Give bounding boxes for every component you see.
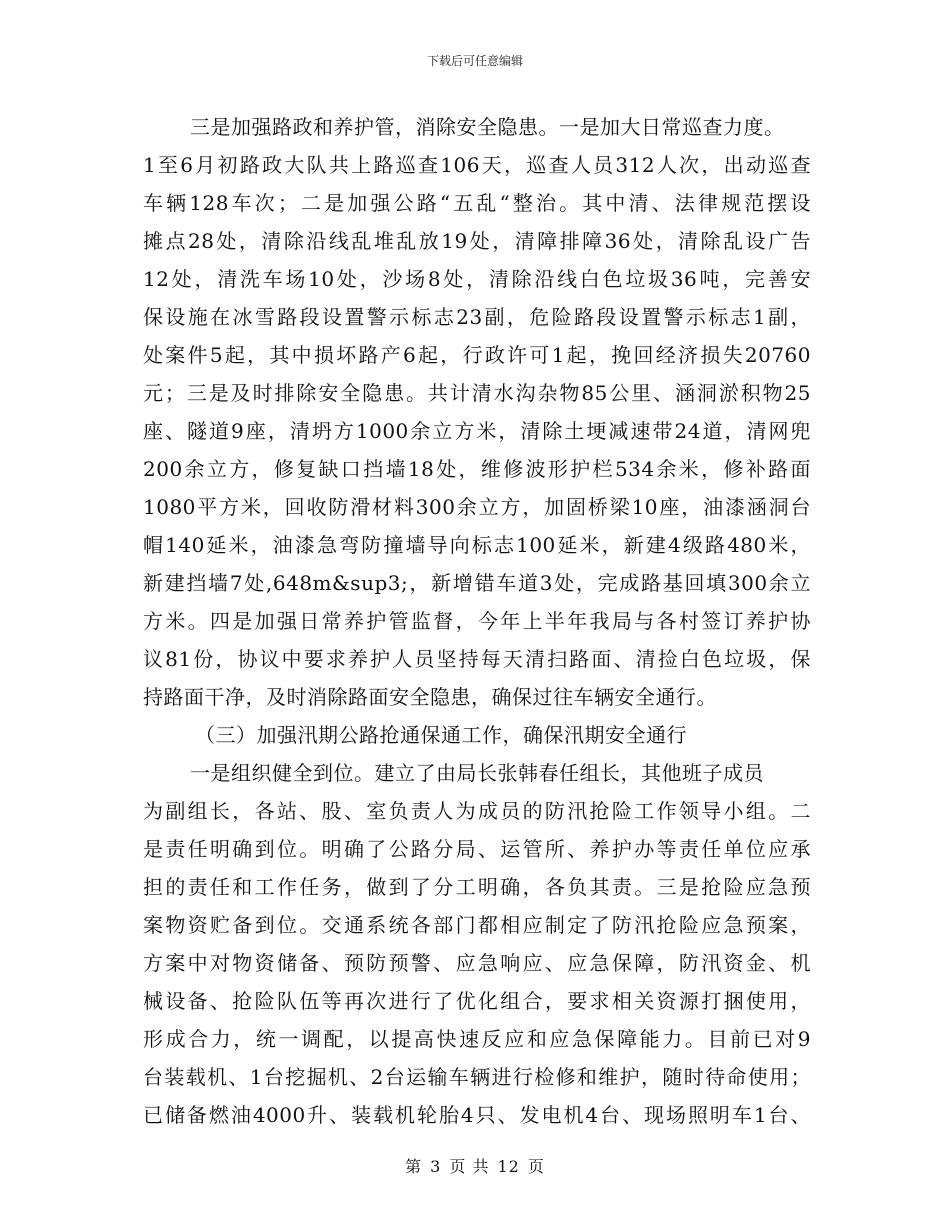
text-line: 械设备、抢险队伍等再次进行了优化组合，要求相关资源打捆使用， xyxy=(143,989,811,1013)
text-line: 1至6月初路政大队共上路巡查106天，巡查人员312人次，出动巡查 xyxy=(143,153,811,177)
footer-page-number: 3 xyxy=(430,1157,442,1176)
text-line: 是责任明确到位。明确了公路分局、运管所、养护办等责任单位应承 xyxy=(143,837,811,861)
text-line: 方案中对物资储备、预防预警、应急响应、应急保障，防汛资金、机 xyxy=(143,951,811,975)
text-line: 座、隧道9座，清坍方1000余立方米，清除土埂减速带24道，清网兜 xyxy=(143,419,811,443)
text-line: 一是组织健全到位。建立了由局长张韩春任组长，其他班子成员 xyxy=(190,761,764,785)
page-footer xyxy=(0,1154,950,1177)
text-line: 为副组长，各站、股、室负责人为成员的防汛抢险工作领导小组。二 xyxy=(143,799,811,823)
text-line: 处案件5起，其中损坏路产6起，行政许可1起，挽回经济损失20760 xyxy=(143,343,811,367)
text-line: 200余立方，修复缺口挡墙18处，维修波形护栏534余米，修补路面 xyxy=(143,457,811,481)
text-line: 方米。四是加强日常养护管监督，今年上半年我局与各村签订养护协 xyxy=(143,609,811,633)
text-line: 持路面干净，及时消除路面安全隐患，确保过往车辆安全通行。 xyxy=(143,685,717,709)
text-line: 担的责任和工作任务，做到了分工明确，各负其责。三是抢险应急预 xyxy=(143,875,811,899)
text-line: 1080平方米，回收防滑材料300余立方，加固桥梁10座，油漆涵洞台 xyxy=(143,495,811,519)
text-line: 保设施在冰雪路段设置警示标志23副，危险路段设置警示标志1副， xyxy=(143,305,811,329)
text-line: 摊点28处，清除沿线乱堆乱放19处，清障排障36处，清除乱设广告 xyxy=(143,229,811,253)
text-line: 形成合力，统一调配，以提高快速反应和应急保障能力。目前已对9 xyxy=(143,1027,811,1051)
footer-prefix: 第 xyxy=(405,1157,423,1176)
text-line: 12处，清洗车场10处，沙场8处，清除沿线白色垃圾36吨，完善安 xyxy=(143,267,811,291)
text-line: 已储备燃油4000升、装载机轮胎4只、发电机4台、现场照明车1台、 xyxy=(143,1103,811,1127)
text-line: 三是加强路政和养护管，消除安全隐患。一是加大日常巡查力度。 xyxy=(190,115,785,139)
text-line: 案物资贮备到位。交通系统各部门都相应制定了防汛抢险应急预案， xyxy=(143,913,811,937)
footer-total-pages: 12 xyxy=(497,1157,520,1176)
text-line: 议81份，协议中要求养护人员坚持每天清扫路面、清捡白色垃圾，保 xyxy=(143,647,811,671)
text-line: 元；三是及时排除安全隐患。共计清水沟杂物85公里、涵洞淤积物25 xyxy=(143,381,811,405)
text-line: 台装载机、1台挖掘机、2台运输车辆进行检修和维护，随时待命使用； xyxy=(143,1065,811,1089)
footer-middle: 页 共 xyxy=(449,1157,490,1176)
text-line: 车辆128车次；二是加强公路“五乱“整治。其中清、法律规范摆设 xyxy=(143,191,811,215)
section-heading: （三）加强汛期公路抢通保通工作，确保汛期安全通行 xyxy=(195,723,687,747)
text-line: 帽140延米，油漆急弯防撞墙导向标志100延米，新建4级路480米， xyxy=(143,533,811,557)
text-line: 新建挡墙7处,648m&sup3;，新增错车道3处，完成路基回填300余立 xyxy=(143,571,811,595)
page-header: 下载后可任意编辑 xyxy=(426,54,523,68)
footer-suffix: 页 xyxy=(527,1157,545,1176)
body-text xyxy=(143,108,811,1134)
